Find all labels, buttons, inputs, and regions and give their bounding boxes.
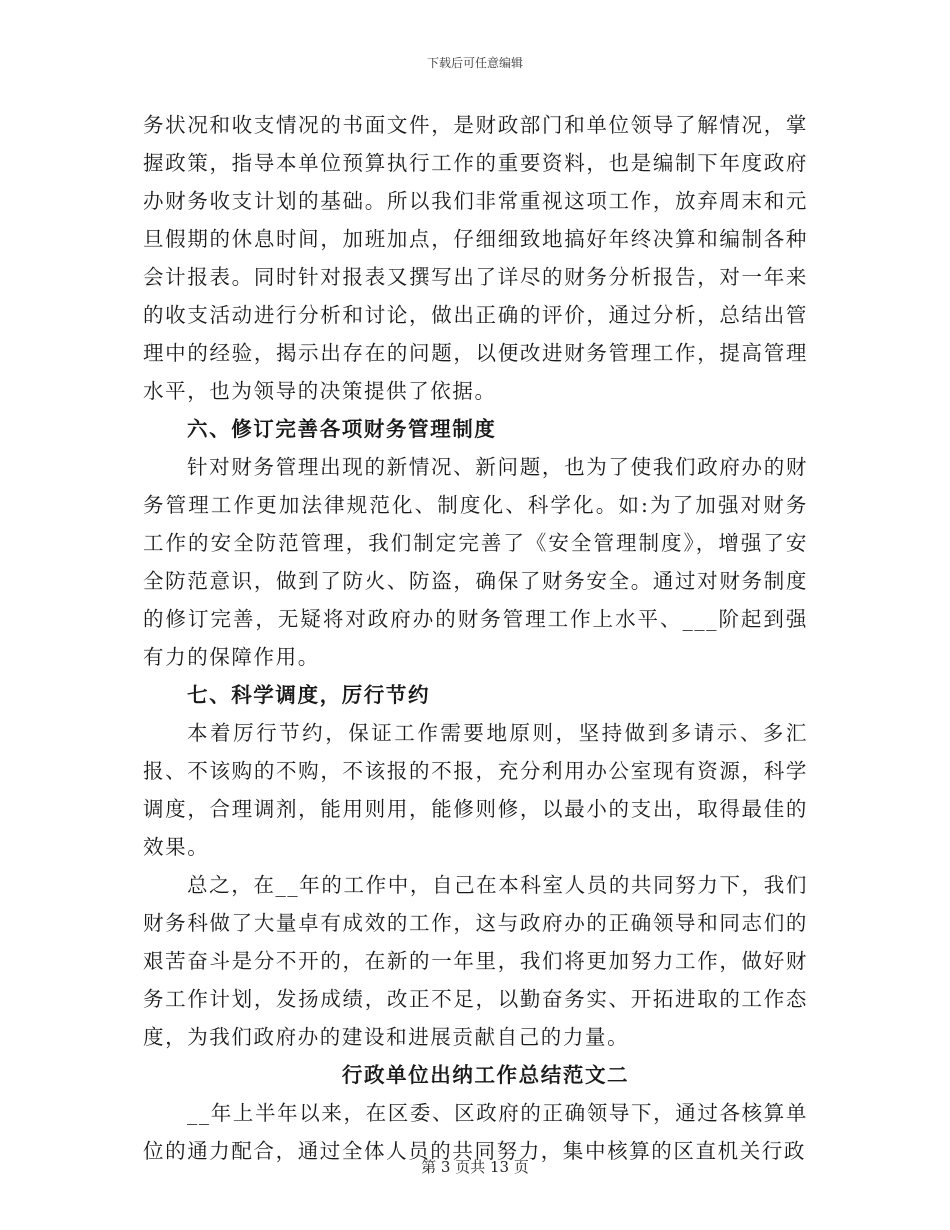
section-heading-6: 六、修订完善各项财务管理制度	[187, 417, 497, 441]
document-title-2: 行政单位出纳工作总结范文二	[341, 1063, 630, 1087]
paragraph-continued: 务状况和收支情况的书面文件，是财政部门和单位领导了解情况，掌握政策，指导本单位预算执行工作的重要资料，也是编制下年度政府办财务收支计划的基础。所以我们非常重视这项工作，放弃周末和元旦假期的休息时间，加班加点，仔细细致地搞好年终决算和编制各种会计报表。同时针对报表又撰写出了详尽的财务分析报告，对一年来的收支活动进行分析和讨论，做出正确的评价，通过分析，总结出管理中的经验，揭示出存在的问题，以便改进财务管理工作，提高管理水平，也为领导的决策提供了依据。	[143, 113, 808, 403]
document-body	[143, 106, 808, 1170]
page-header-note: 下载后可任意编辑	[426, 56, 523, 70]
paragraph-doc2-intro: __年上半年以来，在区委、区政府的正确领导下，通过各核算单位的通力配合，通过全体人员的共同努力，集中核算的区直机关行政	[143, 1101, 808, 1163]
paragraph-summary: 总之，在__年的工作中，自己在本科室人员的共同努力下，我们财务科做了大量卓有成效的工作，这与政府办的正确领导和同志们的艰苦奋斗是分不开的，在新的一年里，我们将更加努力工作，做好财务工作计划，发扬成绩，改正不足，以勤奋务实、开拓进取的工作态度，为我们政府办的建设和进展贡献自己的力量。	[143, 873, 808, 1049]
paragraph-section-6: 针对财务管理出现的新情况、新问题，也为了使我们政府办的财务管理工作更加法律规范化、制度化、科学化。如:为了加强对财务工作的安全防范管理，我们制定完善了《安全管理制度》，增强了安全防范意识，做到了防火、防盗，确保了财务安全。通过对财务制度的修订完善，无疑将对政府办的财务管理工作上水平、___阶起到强有力的保障作用。	[143, 455, 808, 669]
section-heading-7: 七、科学调度，厉行节约	[187, 683, 431, 707]
page-number-footer: 第 3 页共 13 页	[421, 1158, 529, 1176]
paragraph-section-7: 本着厉行节约，保证工作需要地原则，坚持做到多请示、多汇报、不该购的不购，不该报的不报，充分利用办公室现有资源，科学调度，合理调剂，能用则用，能修则修，以最小的支出，取得最佳的效果。	[143, 721, 808, 859]
